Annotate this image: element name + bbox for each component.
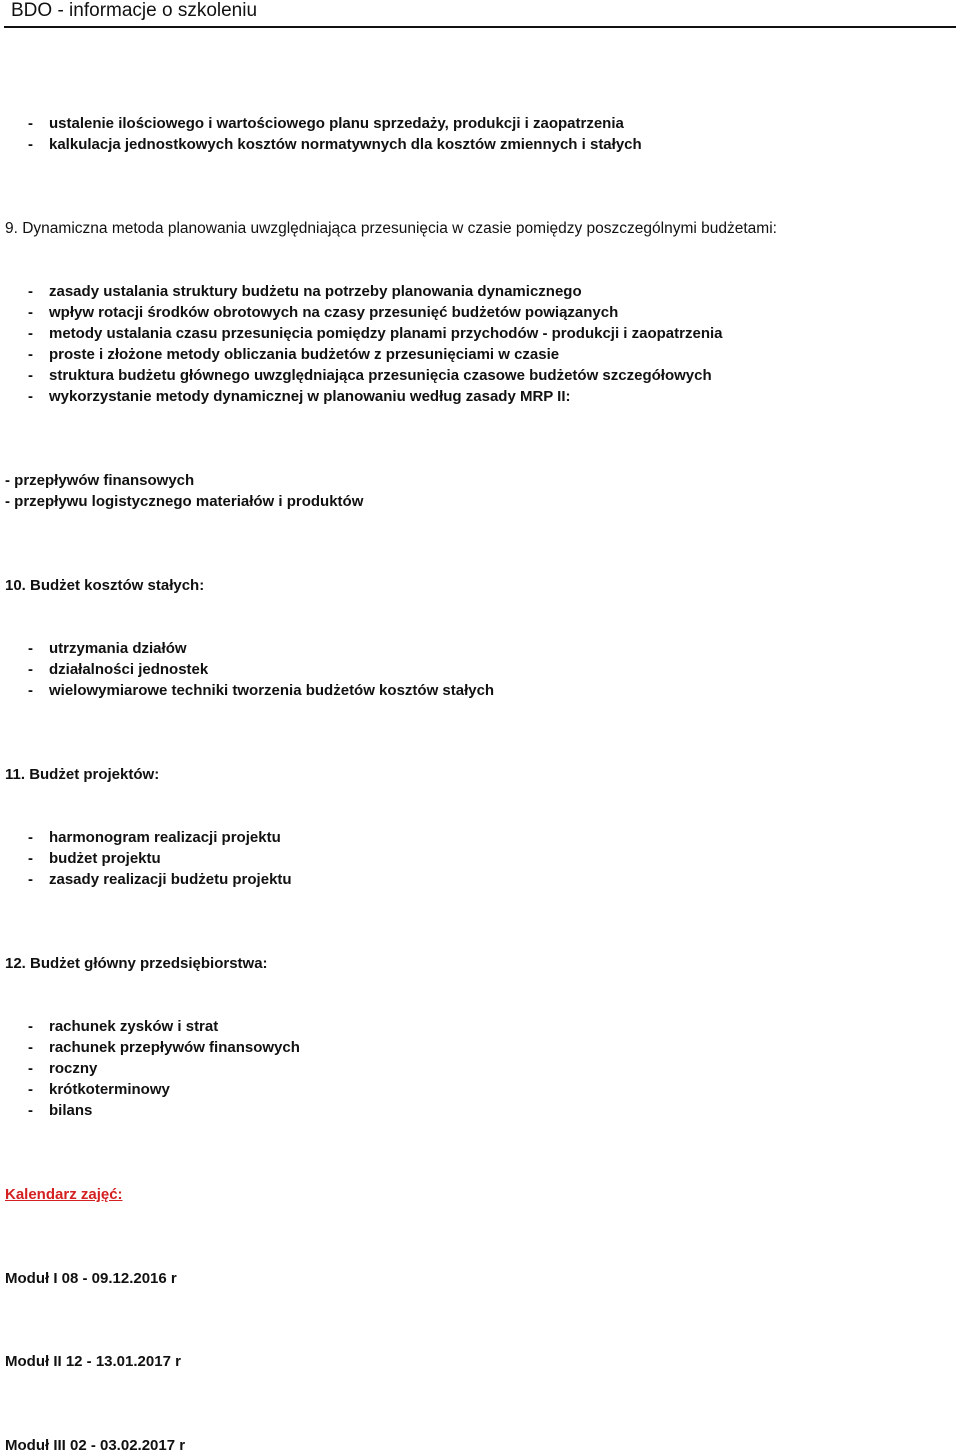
bullet-dash: - <box>28 682 33 699</box>
bullet-dash: - <box>28 1039 33 1056</box>
sub-list-item: - przepływu logistycznego materiałów i produktów <box>5 493 364 510</box>
bullet-dash: - <box>28 1018 33 1035</box>
bullet-dash: - <box>28 1060 33 1077</box>
calendar-module-2: Moduł II 12 - 13.01.2017 r <box>5 1353 181 1370</box>
bullet-dash: - <box>28 871 33 888</box>
calendar-module-1: Moduł I 08 - 09.12.2016 r <box>5 1270 177 1287</box>
bullet-dash: - <box>28 829 33 846</box>
bullet-dash: - <box>28 346 33 363</box>
page-header <box>4 0 956 28</box>
bullet-dash: - <box>28 136 33 153</box>
section-11-title: 11. Budżet projektów: <box>5 766 160 783</box>
bullet-dash: - <box>28 367 33 384</box>
page-title: BDO - informacje o szkoleniu <box>11 0 258 21</box>
bullet-dash: - <box>28 1102 33 1119</box>
bullet-dash: - <box>28 850 33 867</box>
section-12-title: 12. Budżet główny przedsiębiorstwa: <box>5 955 268 972</box>
bullet-dash: - <box>28 283 33 300</box>
section-10-title: 10. Budżet kosztów stałych: <box>5 577 205 594</box>
bullet-dash: - <box>28 115 33 132</box>
bullet-dash: - <box>28 325 33 342</box>
bullet-dash: - <box>28 304 33 321</box>
sub-list-item: - przepływów finansowych <box>5 472 195 489</box>
section-9-title: 9. Dynamiczna metoda planowania uwzględniająca przesunięcia w czasie pomiędzy poszczególnymi budżetami: <box>5 220 777 237</box>
bullet-dash: - <box>28 388 33 405</box>
bullet-dash: - <box>28 1081 33 1098</box>
bullet-dash: - <box>28 640 33 657</box>
bullet-dash: - <box>28 661 33 678</box>
calendar-module-3: Moduł III 02 - 03.02.2017 r <box>5 1437 186 1454</box>
calendar-heading: Kalendarz zajęć: <box>5 1186 123 1203</box>
